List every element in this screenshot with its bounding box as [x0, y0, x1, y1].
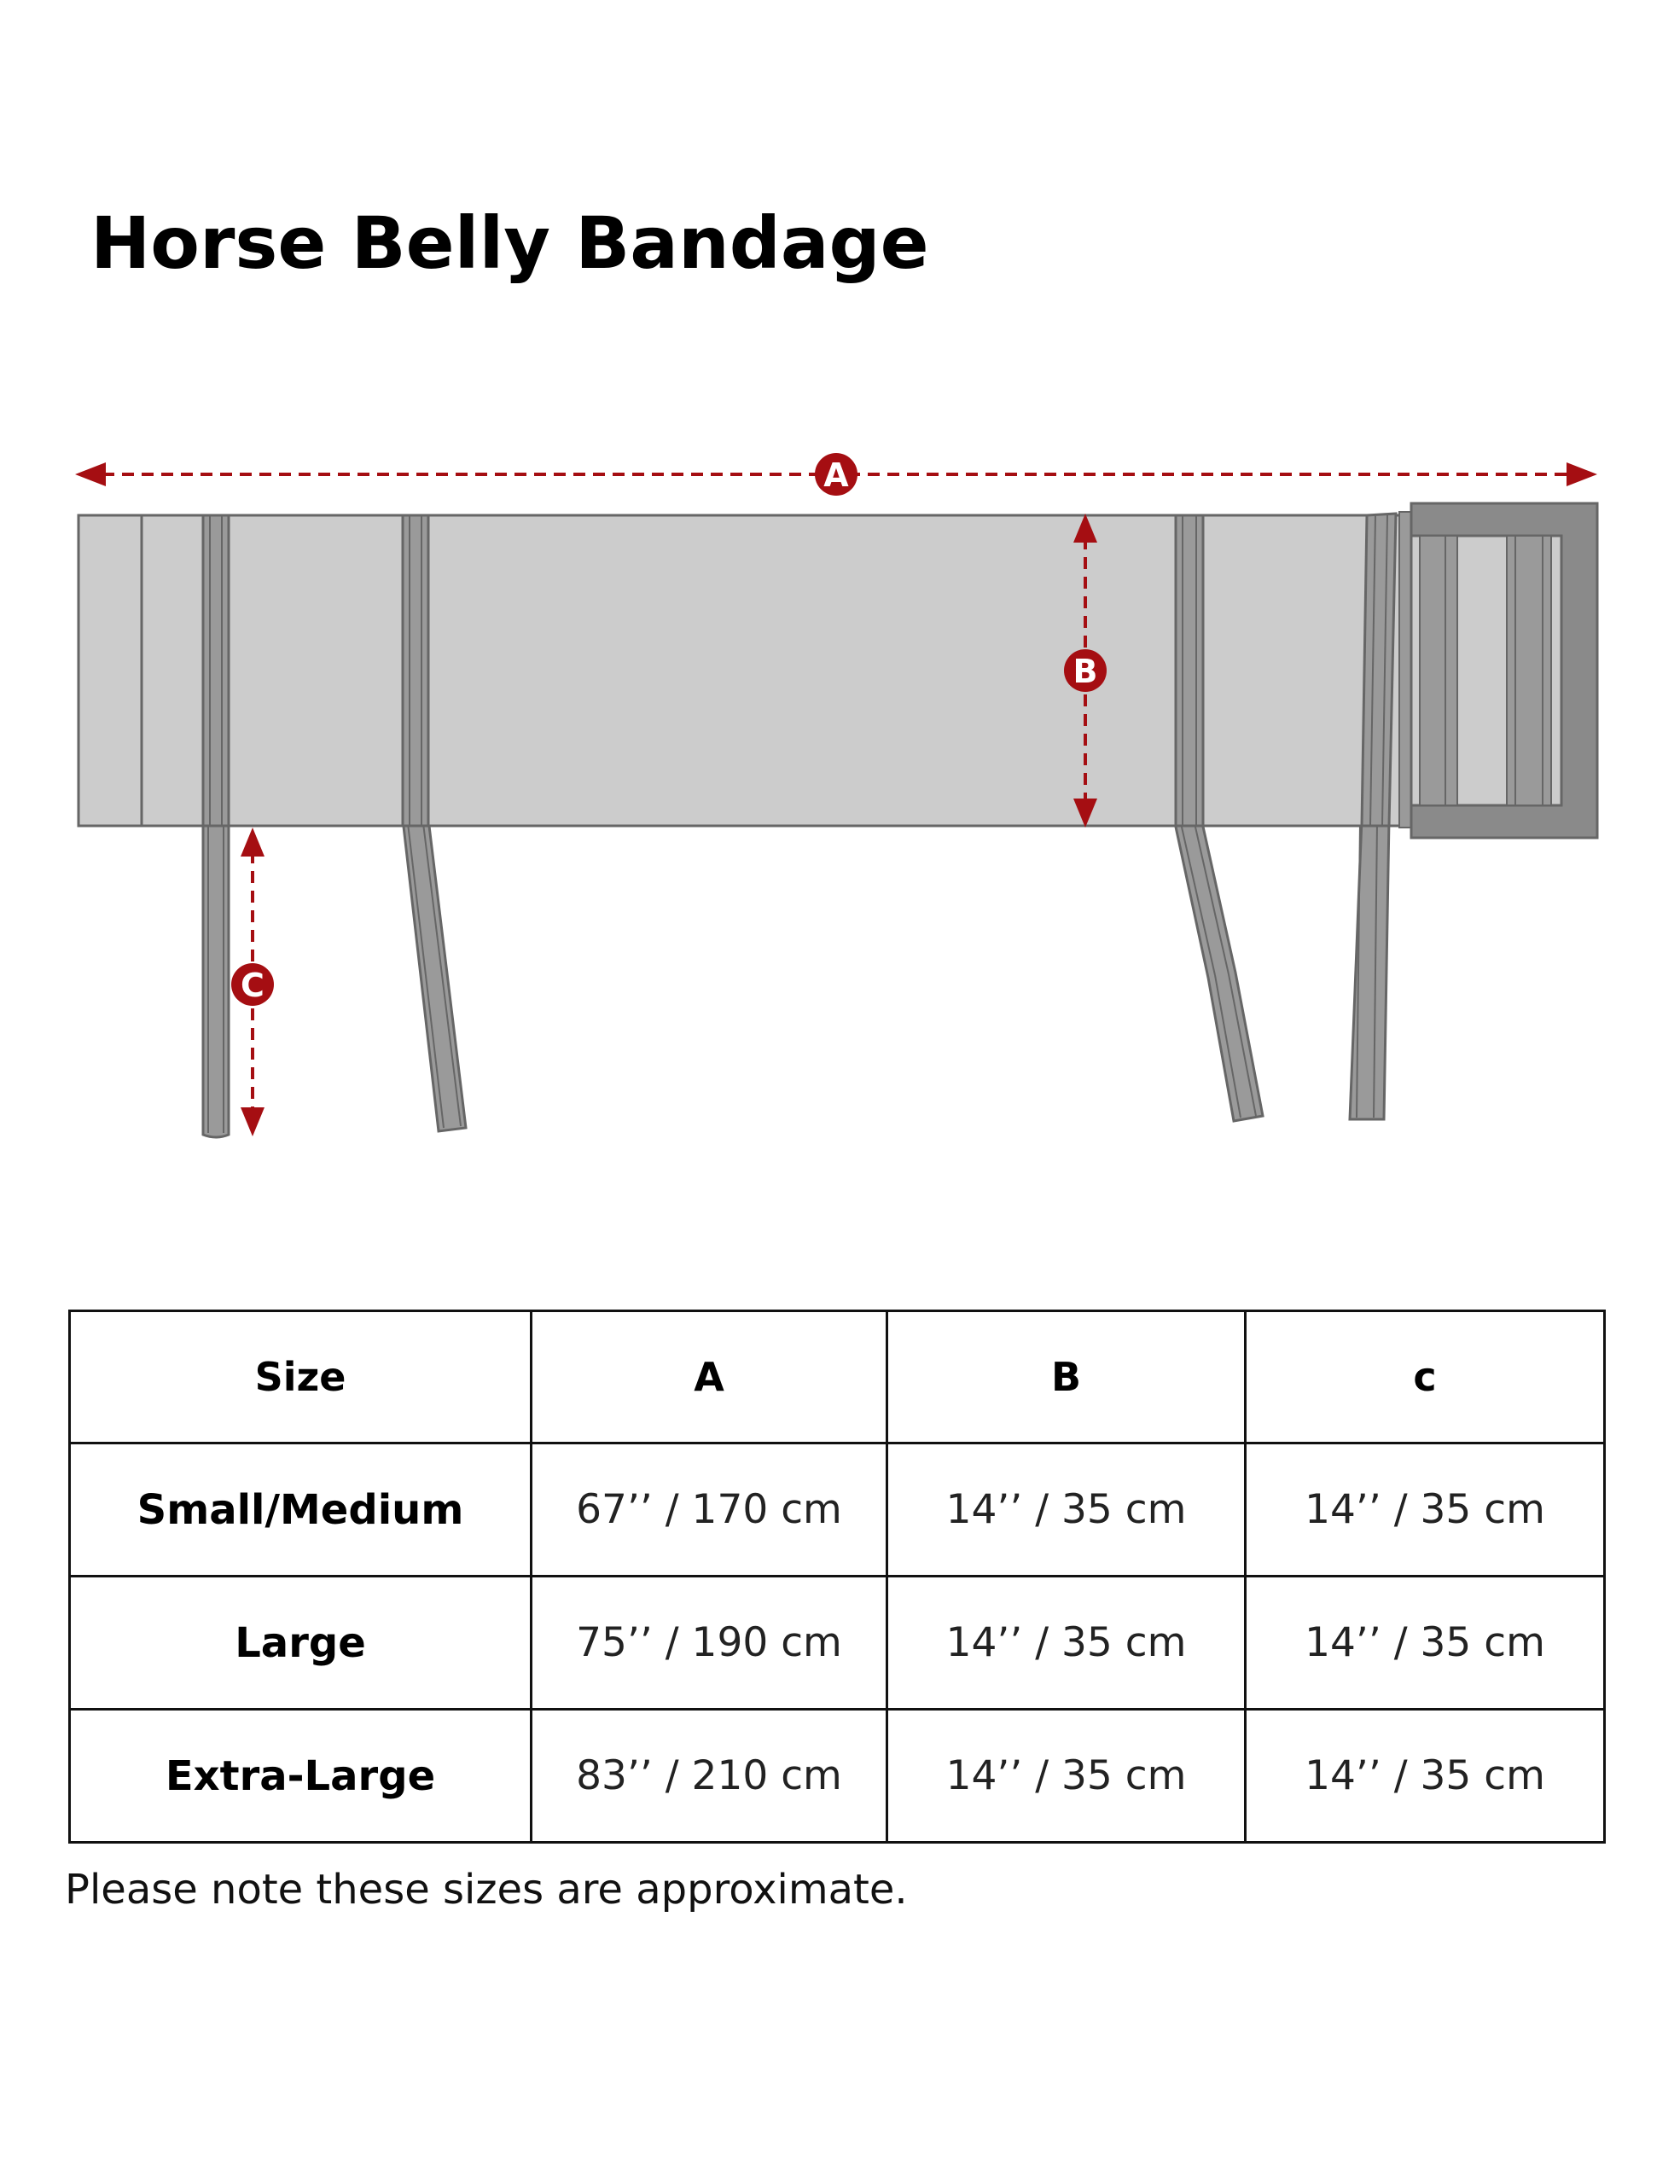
- a-cell: 67’’ / 170 cm: [532, 1443, 887, 1577]
- table-header-row: [70, 1311, 1605, 1443]
- body-strap-1: [203, 515, 229, 826]
- bandage-body: [78, 514, 1410, 826]
- c-cell: 14’’ / 35 cm: [1246, 1443, 1605, 1577]
- dimension-label-b: B: [1073, 653, 1098, 690]
- table-row: [70, 1443, 1605, 1577]
- header-c: c: [1246, 1311, 1605, 1443]
- table-row: [70, 1577, 1605, 1710]
- b-cell: 14’’ / 35 cm: [887, 1443, 1246, 1577]
- c-cell: 14’’ / 35 cm: [1246, 1710, 1605, 1843]
- body-strap-4: [1362, 514, 1396, 826]
- a-cell: 83’’ / 210 cm: [532, 1710, 887, 1843]
- dimension-label-c: C: [241, 967, 264, 1004]
- a-cell: 75’’ / 190 cm: [532, 1577, 887, 1710]
- strap-3: [1174, 819, 1263, 1121]
- b-cell: 14’’ / 35 cm: [887, 1710, 1246, 1843]
- header-a: A: [532, 1311, 887, 1443]
- size-cell: Large: [70, 1577, 532, 1710]
- hanging-straps: [203, 819, 1389, 1137]
- dimension-label-a: A: [823, 456, 849, 494]
- approximate-sizes-note: Please note these sizes are approximate.: [65, 1866, 908, 1914]
- table-row: [70, 1710, 1605, 1843]
- strap-4: [1350, 819, 1389, 1119]
- page-title: Horse Belly Bandage: [90, 201, 929, 285]
- buckle: [1399, 503, 1597, 838]
- strap-1: [203, 819, 229, 1137]
- size-cell: Small/Medium: [70, 1443, 532, 1577]
- header-size: Size: [70, 1311, 532, 1443]
- body-strap-3: [1176, 515, 1203, 826]
- dimension-a: [75, 453, 1597, 496]
- header-b: B: [887, 1311, 1246, 1443]
- size-table: [68, 1310, 1606, 1844]
- c-cell: 14’’ / 35 cm: [1246, 1577, 1605, 1710]
- size-cell: Extra-Large: [70, 1710, 532, 1843]
- body-strap-2: [403, 515, 428, 826]
- b-cell: 14’’ / 35 cm: [887, 1577, 1246, 1710]
- dimension-c: [231, 828, 274, 1136]
